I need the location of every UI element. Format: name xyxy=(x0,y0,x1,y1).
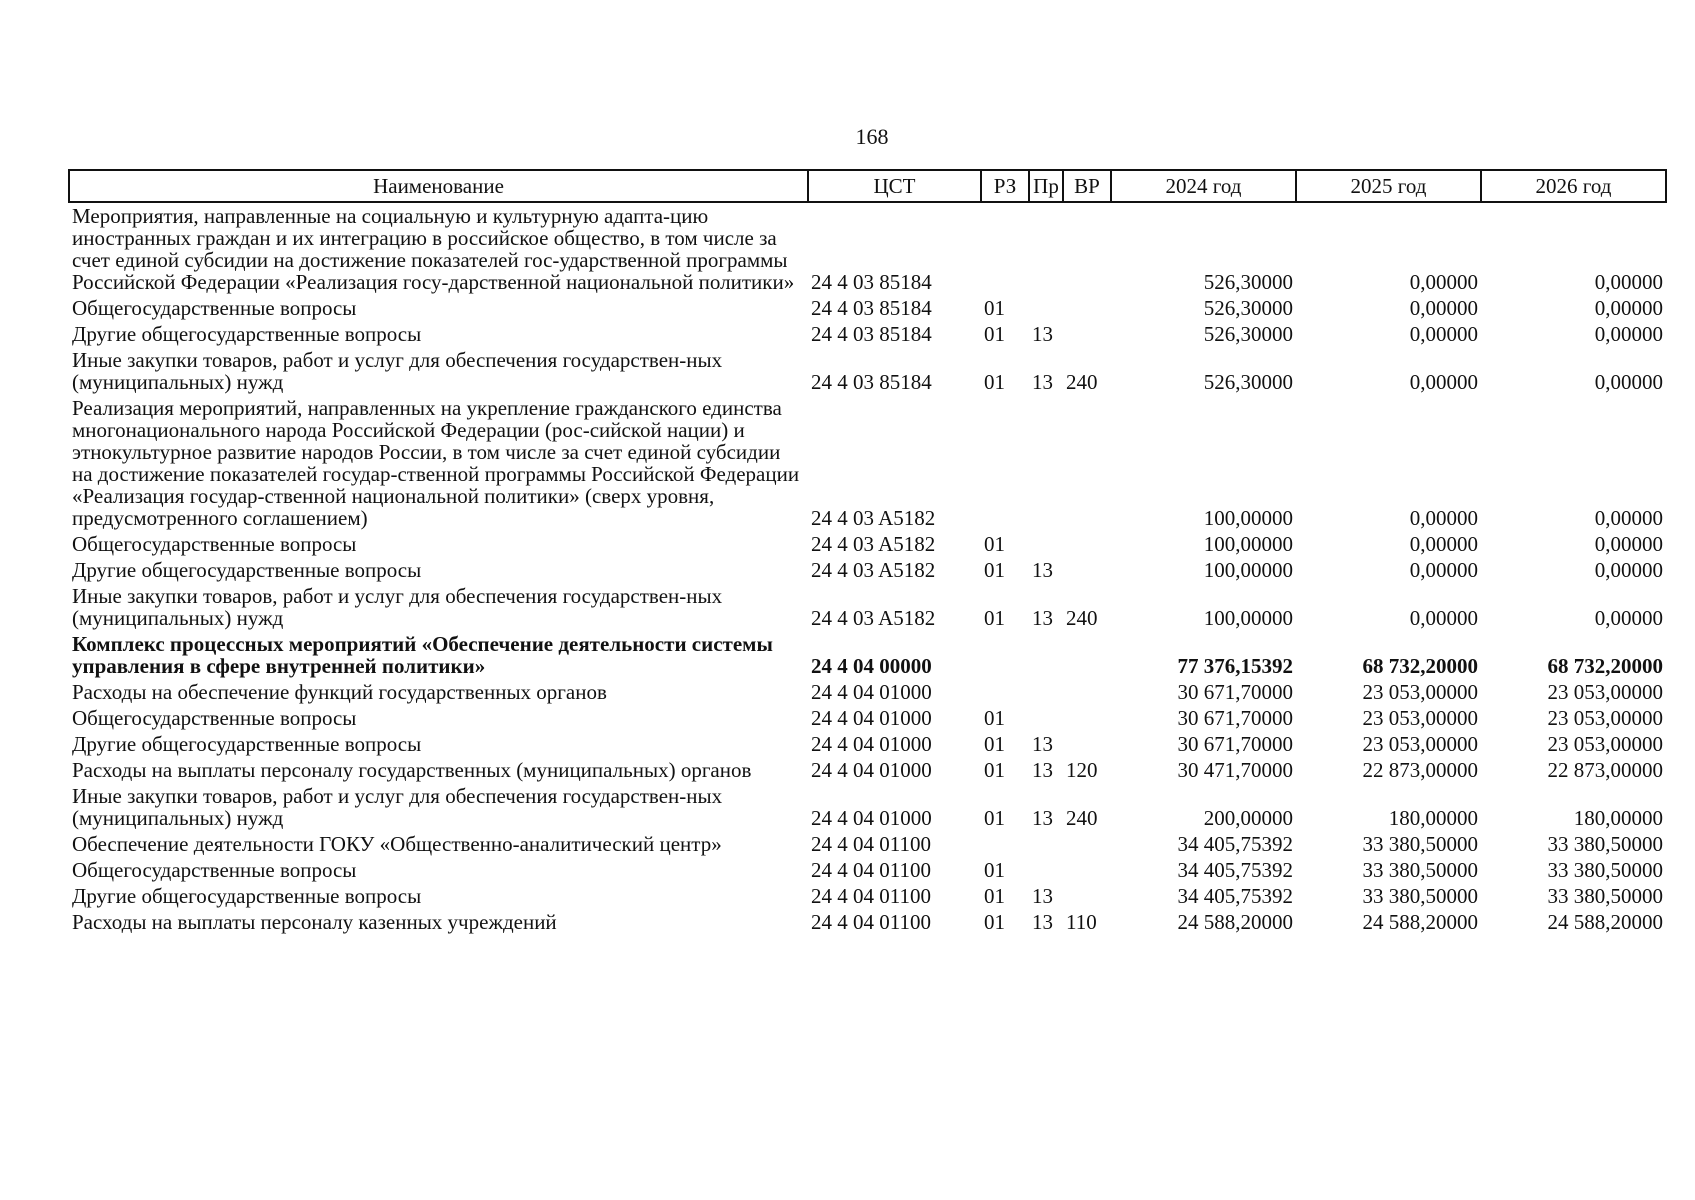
table-body xyxy=(69,202,1666,935)
cell-y2024: 24 588,20000 xyxy=(1177,910,1293,934)
cell-name: Другие общегосударственные вопросы xyxy=(72,558,422,582)
cell-y2026: 0,00000 xyxy=(1594,532,1663,556)
header-pr: Пр xyxy=(1029,170,1063,202)
cell-name: Расходы на обеспечение функций государственных органов xyxy=(72,680,607,704)
cell-y2024: 526,30000 xyxy=(1203,370,1293,394)
cell-y2025: 22 873,00000 xyxy=(1362,758,1478,782)
cell-name: Комплекс процессных мероприятий «Обеспечение деятельности системы управления в сфере внутренней политики» xyxy=(72,632,773,678)
cell-rz: 01 xyxy=(984,706,1005,730)
cell-cst: 24 4 03 85184 xyxy=(811,270,932,294)
cell-y2025: 0,00000 xyxy=(1409,370,1478,394)
cell-y2024: 526,30000 xyxy=(1203,270,1293,294)
cell-y2026: 0,00000 xyxy=(1594,322,1663,346)
cell-rz: 01 xyxy=(984,532,1005,556)
table-row xyxy=(69,557,1666,583)
cell-y2024: 30 671,70000 xyxy=(1177,680,1293,704)
cell-vr xyxy=(1063,557,1111,583)
cell-y2024: 34 405,75392 xyxy=(1177,884,1293,908)
cell-name: Иные закупки товаров, работ и услуг для обеспечения государствен-ных (муниципальных) нужд xyxy=(72,784,723,830)
cell-cst: 24 4 03 85184 xyxy=(811,296,932,320)
cell-y2026: 0,00000 xyxy=(1594,370,1663,394)
table-row xyxy=(69,857,1666,883)
cell-y2026: 0,00000 xyxy=(1594,506,1663,530)
cell-pr: 13 xyxy=(1032,732,1053,756)
cell-pr xyxy=(1029,202,1063,295)
cell-y2024: 30 471,70000 xyxy=(1177,758,1293,782)
cell-name: Реализация мероприятий, направленных на укрепление гражданского единства многонационального народа Российской Федерации (рос-сийской нации) и этнокультурное развитие народов России, в том числе за счет единой субсидии на достижение показателей государ-ственной программы Российской Федерации «Реализация государ-ственной национальной политики» (сверх уровня, предусмотренного соглашением) xyxy=(72,396,800,530)
cell-vr: 240 xyxy=(1066,370,1098,394)
cell-pr xyxy=(1029,395,1063,531)
cell-vr xyxy=(1063,321,1111,347)
table-row xyxy=(69,783,1666,831)
cell-pr: 13 xyxy=(1032,806,1053,830)
cell-cst: 24 4 04 01000 xyxy=(811,732,932,756)
cell-rz: 01 xyxy=(984,858,1005,882)
cell-y2025: 23 053,00000 xyxy=(1362,680,1478,704)
table-row xyxy=(69,202,1666,295)
cell-pr xyxy=(1029,831,1063,857)
table-row xyxy=(69,583,1666,631)
cell-vr xyxy=(1063,202,1111,295)
cell-y2025: 68 732,20000 xyxy=(1362,654,1478,678)
table-row xyxy=(69,883,1666,909)
cell-y2025: 180,00000 xyxy=(1388,806,1478,830)
table-row xyxy=(69,395,1666,531)
cell-rz xyxy=(981,395,1029,531)
cell-vr xyxy=(1063,831,1111,857)
cell-cst: 24 4 04 01000 xyxy=(811,680,932,704)
cell-name: Расходы на выплаты персоналу государственных (муниципальных) органов xyxy=(72,758,752,782)
cell-y2025: 0,00000 xyxy=(1409,532,1478,556)
cell-y2024: 200,00000 xyxy=(1203,806,1293,830)
cell-vr xyxy=(1063,731,1111,757)
cell-pr: 13 xyxy=(1032,910,1053,934)
cell-vr xyxy=(1063,705,1111,731)
cell-y2025: 33 380,50000 xyxy=(1362,832,1478,856)
table-row xyxy=(69,631,1666,679)
budget-table xyxy=(68,169,1667,935)
cell-y2026: 23 053,00000 xyxy=(1547,680,1663,704)
cell-cst: 24 4 04 01100 xyxy=(811,884,931,908)
cell-pr: 13 xyxy=(1032,884,1053,908)
cell-y2026: 23 053,00000 xyxy=(1547,706,1663,730)
cell-pr: 13 xyxy=(1032,370,1053,394)
table-header-row xyxy=(69,170,1666,202)
cell-y2025: 0,00000 xyxy=(1409,296,1478,320)
cell-y2024: 526,30000 xyxy=(1203,296,1293,320)
cell-y2025: 0,00000 xyxy=(1409,270,1478,294)
cell-rz: 01 xyxy=(984,322,1005,346)
cell-cst: 24 4 03 85184 xyxy=(811,370,932,394)
page-number: 168 xyxy=(855,124,889,149)
table-row xyxy=(69,295,1666,321)
cell-y2024: 100,00000 xyxy=(1203,532,1293,556)
cell-vr: 240 xyxy=(1066,606,1098,630)
cell-cst: 24 4 04 01100 xyxy=(811,832,931,856)
cell-y2025: 33 380,50000 xyxy=(1362,884,1478,908)
cell-y2024: 77 376,15392 xyxy=(1177,654,1293,678)
cell-rz: 01 xyxy=(984,758,1005,782)
cell-name: Общегосударственные вопросы xyxy=(72,858,357,882)
cell-pr: 13 xyxy=(1032,606,1053,630)
cell-name: Общегосударственные вопросы xyxy=(72,296,357,320)
cell-cst: 24 4 03 A5182 xyxy=(811,506,936,530)
cell-y2026: 0,00000 xyxy=(1594,558,1663,582)
cell-cst: 24 4 04 00000 xyxy=(811,654,932,678)
cell-cst: 24 4 04 01000 xyxy=(811,806,932,830)
cell-pr xyxy=(1029,531,1063,557)
cell-cst: 24 4 03 A5182 xyxy=(811,558,936,582)
cell-rz: 01 xyxy=(984,910,1005,934)
cell-pr: 13 xyxy=(1032,558,1053,582)
cell-rz xyxy=(981,831,1029,857)
cell-cst: 24 4 03 A5182 xyxy=(811,606,936,630)
cell-pr xyxy=(1029,857,1063,883)
cell-name: Другие общегосударственные вопросы xyxy=(72,322,422,346)
cell-y2026: 33 380,50000 xyxy=(1547,884,1663,908)
cell-rz: 01 xyxy=(984,806,1005,830)
cell-rz: 01 xyxy=(984,370,1005,394)
header-vr: ВР xyxy=(1063,170,1111,202)
table-row xyxy=(69,705,1666,731)
header-2024: 2024 год xyxy=(1111,170,1296,202)
table-row xyxy=(69,347,1666,395)
header-name: Наименование xyxy=(69,170,808,202)
cell-vr xyxy=(1063,883,1111,909)
cell-name: Мероприятия, направленные на социальную и культурную адапта-цию иностранных граждан и их интеграцию в российское общество, в том числе за счет единой субсидии на достижение показателей гос-ударственной программы Российской Федерации «Реализация госу-дарственной национальной политики» xyxy=(72,204,795,294)
cell-rz: 01 xyxy=(984,606,1005,630)
cell-y2024: 100,00000 xyxy=(1203,558,1293,582)
cell-vr xyxy=(1063,679,1111,705)
cell-rz xyxy=(981,631,1029,679)
cell-y2026: 33 380,50000 xyxy=(1547,858,1663,882)
cell-y2024: 34 405,75392 xyxy=(1177,832,1293,856)
cell-y2026: 0,00000 xyxy=(1594,296,1663,320)
cell-vr xyxy=(1063,631,1111,679)
cell-vr: 240 xyxy=(1066,806,1098,830)
cell-name: Обеспечение деятельности ГОКУ «Общественно-аналитический центр» xyxy=(72,832,722,856)
cell-y2024: 34 405,75392 xyxy=(1177,858,1293,882)
cell-name: Другие общегосударственные вопросы xyxy=(72,884,422,908)
table-row xyxy=(69,831,1666,857)
cell-vr xyxy=(1063,531,1111,557)
cell-name: Иные закупки товаров, работ и услуг для обеспечения государствен-ных (муниципальных) нужд xyxy=(72,348,723,394)
cell-name: Общегосударственные вопросы xyxy=(72,706,357,730)
cell-pr: 13 xyxy=(1032,322,1053,346)
cell-rz: 01 xyxy=(984,732,1005,756)
table-row xyxy=(69,679,1666,705)
cell-pr xyxy=(1029,295,1063,321)
header-rz: РЗ xyxy=(981,170,1029,202)
cell-name: Иные закупки товаров, работ и услуг для обеспечения государствен-ных (муниципальных) нужд xyxy=(72,584,723,630)
table-row xyxy=(69,321,1666,347)
cell-y2025: 24 588,20000 xyxy=(1362,910,1478,934)
cell-y2026: 0,00000 xyxy=(1594,270,1663,294)
table-row xyxy=(69,909,1666,935)
cell-y2025: 23 053,00000 xyxy=(1362,732,1478,756)
cell-cst: 24 4 04 01100 xyxy=(811,858,931,882)
cell-y2025: 33 380,50000 xyxy=(1362,858,1478,882)
cell-y2024: 100,00000 xyxy=(1203,606,1293,630)
cell-cst: 24 4 03 85184 xyxy=(811,322,932,346)
cell-y2024: 100,00000 xyxy=(1203,506,1293,530)
header-cst: ЦСТ xyxy=(808,170,981,202)
header-2026: 2026 год xyxy=(1481,170,1666,202)
cell-y2026: 68 732,20000 xyxy=(1547,654,1663,678)
cell-y2026: 24 588,20000 xyxy=(1547,910,1663,934)
cell-y2025: 0,00000 xyxy=(1409,322,1478,346)
table-row xyxy=(69,531,1666,557)
cell-y2024: 30 671,70000 xyxy=(1177,706,1293,730)
cell-pr xyxy=(1029,679,1063,705)
cell-y2026: 180,00000 xyxy=(1573,806,1663,830)
cell-rz: 01 xyxy=(984,296,1005,320)
cell-cst: 24 4 04 01000 xyxy=(811,758,932,782)
cell-y2026: 33 380,50000 xyxy=(1547,832,1663,856)
cell-rz: 01 xyxy=(984,884,1005,908)
cell-pr xyxy=(1029,631,1063,679)
cell-cst: 24 4 03 A5182 xyxy=(811,532,936,556)
cell-y2025: 0,00000 xyxy=(1409,606,1478,630)
cell-pr: 13 xyxy=(1032,758,1053,782)
cell-rz xyxy=(981,202,1029,295)
cell-y2025: 23 053,00000 xyxy=(1362,706,1478,730)
cell-y2026: 22 873,00000 xyxy=(1547,758,1663,782)
cell-y2025: 0,00000 xyxy=(1409,506,1478,530)
table-row xyxy=(69,757,1666,783)
cell-rz xyxy=(981,679,1029,705)
cell-vr: 110 xyxy=(1066,910,1097,934)
cell-vr xyxy=(1063,395,1111,531)
cell-vr xyxy=(1063,295,1111,321)
cell-name: Другие общегосударственные вопросы xyxy=(72,732,422,756)
cell-cst: 24 4 04 01000 xyxy=(811,706,932,730)
cell-vr xyxy=(1063,857,1111,883)
table-row xyxy=(69,731,1666,757)
cell-pr xyxy=(1029,705,1063,731)
cell-name: Расходы на выплаты персоналу казенных учреждений xyxy=(72,910,557,934)
cell-y2026: 23 053,00000 xyxy=(1547,732,1663,756)
cell-name: Общегосударственные вопросы xyxy=(72,532,357,556)
header-2025: 2025 год xyxy=(1296,170,1481,202)
cell-y2024: 526,30000 xyxy=(1203,322,1293,346)
cell-vr: 120 xyxy=(1066,758,1098,782)
cell-rz: 01 xyxy=(984,558,1005,582)
cell-cst: 24 4 04 01100 xyxy=(811,910,931,934)
cell-y2025: 0,00000 xyxy=(1409,558,1478,582)
cell-y2024: 30 671,70000 xyxy=(1177,732,1293,756)
cell-y2026: 0,00000 xyxy=(1594,606,1663,630)
